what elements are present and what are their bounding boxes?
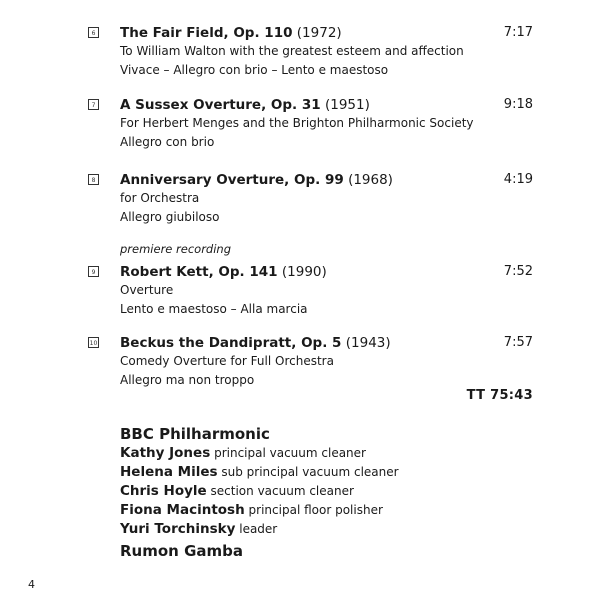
personnel-name: Helena Miles bbox=[120, 464, 218, 480]
track-duration: 7:57 bbox=[503, 335, 533, 350]
track-tempo: Allegro giubiloso bbox=[120, 210, 220, 224]
track-number: 10 bbox=[88, 337, 99, 348]
personnel-entry bbox=[120, 445, 366, 461]
personnel-entry bbox=[120, 502, 383, 518]
track-title: Anniversary Overture, Op. 99 bbox=[120, 172, 344, 188]
track-title-line bbox=[120, 171, 393, 189]
personnel-name: Chris Hoyle bbox=[120, 483, 207, 499]
orchestra-name: BBC Philharmonic bbox=[120, 425, 270, 443]
personnel-role: sub principal vacuum cleaner bbox=[221, 465, 399, 479]
personnel-role: leader bbox=[239, 522, 278, 536]
personnel-name: Kathy Jones bbox=[120, 445, 211, 461]
premiere-note: premiere recording bbox=[120, 242, 232, 256]
page-number: 4 bbox=[28, 578, 35, 591]
track-duration: 4:19 bbox=[503, 172, 533, 187]
track-duration: 9:18 bbox=[503, 97, 533, 112]
track-dedication: For Herbert Menges and the Brighton Philharmonic Society bbox=[120, 116, 474, 130]
track-title-line bbox=[120, 24, 342, 42]
track-dedication: Overture bbox=[120, 283, 174, 297]
track-number: 9 bbox=[88, 266, 99, 277]
personnel-name: Fiona Macintosh bbox=[120, 502, 245, 518]
track-number: 7 bbox=[88, 99, 99, 110]
personnel-name: Yuri Torchinsky bbox=[120, 521, 236, 537]
track-duration: 7:52 bbox=[503, 264, 533, 279]
track-title: Beckus the Dandipratt, Op. 5 bbox=[120, 335, 342, 351]
track-year: (1968) bbox=[348, 172, 393, 188]
personnel-role: principal vacuum cleaner bbox=[214, 446, 366, 460]
track-title-line bbox=[120, 334, 391, 352]
track-year: (1990) bbox=[281, 264, 327, 280]
track-title: A Sussex Overture, Op. 31 bbox=[120, 97, 321, 113]
personnel-entry bbox=[120, 464, 399, 480]
personnel-role: section vacuum cleaner bbox=[210, 484, 354, 498]
track-year: (1951) bbox=[324, 97, 370, 113]
track-tempo: Lento e maestoso – Alla marcia bbox=[120, 302, 308, 316]
track-year: (1972) bbox=[296, 25, 342, 41]
track-tempo: Vivace – Allegro con brio – Lento e maestoso bbox=[120, 63, 389, 77]
track-number: 8 bbox=[88, 174, 99, 185]
track-dedication: for Orchestra bbox=[120, 191, 200, 205]
track-number: 6 bbox=[88, 27, 99, 38]
track-year: (1943) bbox=[345, 335, 391, 351]
personnel-entry bbox=[120, 483, 354, 499]
track-tempo: Allegro ma non troppo bbox=[120, 373, 255, 387]
conductor-name: Rumon Gamba bbox=[120, 542, 243, 560]
track-title-line bbox=[120, 263, 327, 281]
track-title-line bbox=[120, 96, 370, 114]
personnel-entry bbox=[120, 521, 277, 537]
track-dedication: Comedy Overture for Full Orchestra bbox=[120, 354, 334, 368]
personnel-role: principal floor polisher bbox=[248, 503, 383, 517]
track-title: The Fair Field, Op. 110 bbox=[120, 25, 293, 41]
track-dedication: To William Walton with the greatest esteem and affection bbox=[120, 44, 464, 58]
track-tempo: Allegro con brio bbox=[120, 135, 215, 149]
track-duration: 7:17 bbox=[503, 25, 533, 40]
total-time: TT 75:43 bbox=[466, 388, 533, 403]
track-title: Robert Kett, Op. 141 bbox=[120, 264, 278, 280]
